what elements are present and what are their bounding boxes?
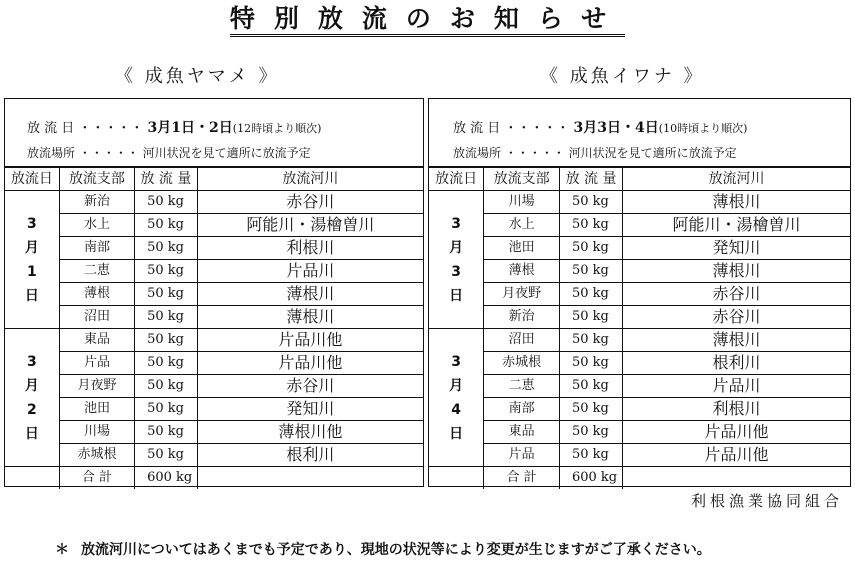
release-day-char: 3 <box>451 215 461 232</box>
release-day-char: 2 <box>27 401 37 418</box>
organization-name: 利根漁業協同組合 <box>690 492 843 510</box>
release-day-char: 日 <box>449 425 464 442</box>
branch-cell: 池田 <box>484 237 560 260</box>
branch-cell: 水上 <box>59 214 134 237</box>
amount-cell: 50 kg <box>559 214 622 237</box>
release-table <box>429 167 850 489</box>
release-info <box>5 99 423 167</box>
release-day-char: 1 <box>27 263 37 280</box>
total-amount: 600 kg <box>135 467 198 490</box>
river-cell: 利根川 <box>623 398 850 421</box>
amount-cell: 50 kg <box>135 214 198 237</box>
amount-cell: 50 kg <box>559 237 622 260</box>
release-date-value: 3月3日・4日 <box>573 120 659 136</box>
river-cell: 阿能川・湯檜曽川 <box>197 214 423 237</box>
total-river-empty <box>197 467 423 490</box>
river-cell: 薄根川 <box>623 329 850 352</box>
page-title-text: 特別放流のお知らせ <box>230 4 625 37</box>
branch-cell: 川場 <box>59 421 134 444</box>
amount-cell: 50 kg <box>135 352 198 375</box>
river-cell: 片品川他 <box>623 444 850 467</box>
river-cell: 片品川他 <box>197 352 423 375</box>
river-cell: 片品川 <box>623 375 850 398</box>
amount-cell: 50 kg <box>135 260 198 283</box>
branch-cell: 薄根 <box>484 260 560 283</box>
header-branch: 放流支部 <box>484 168 560 191</box>
table-row <box>429 306 850 329</box>
branch-cell: 川場 <box>484 191 560 214</box>
total-empty-cell <box>429 467 484 490</box>
release-date-label: 放 流 日 ・・・・・ <box>453 121 570 136</box>
release-place-text: 河川状況を見て適所に放流予定 <box>142 146 311 160</box>
footnote-text: 放流河川についてはあくまでも予定であり、現地の状況等により変更が生じますがご了承ください。 <box>81 542 711 558</box>
table-row <box>429 329 850 352</box>
branch-cell: 東品 <box>484 421 560 444</box>
amount-cell: 50 kg <box>135 329 198 352</box>
river-cell: 赤谷川 <box>197 191 423 214</box>
branch-cell: 赤城根 <box>484 352 560 375</box>
river-cell: 発知川 <box>197 398 423 421</box>
table-row <box>5 214 423 237</box>
total-row <box>5 467 423 490</box>
amount-cell: 50 kg <box>559 260 622 283</box>
amount-cell: 50 kg <box>135 237 198 260</box>
table-row <box>5 421 423 444</box>
river-cell: 根利川 <box>623 352 850 375</box>
table-row <box>429 352 850 375</box>
amount-cell: 50 kg <box>559 444 622 467</box>
amount-cell: 50 kg <box>559 421 622 444</box>
table-row <box>429 375 850 398</box>
river-cell: 薄根川 <box>197 306 423 329</box>
table-row <box>5 375 423 398</box>
amount-cell: 50 kg <box>135 444 198 467</box>
table-row <box>429 237 850 260</box>
table-row <box>429 444 850 467</box>
release-day-char: 3 <box>27 353 37 370</box>
river-cell: 薄根川 <box>197 283 423 306</box>
page-title <box>0 2 855 36</box>
river-cell: 発知川 <box>623 237 850 260</box>
amount-cell: 50 kg <box>135 191 198 214</box>
table-row <box>5 260 423 283</box>
header-date: 放流日 <box>5 168 59 191</box>
branch-cell: 沼田 <box>59 306 134 329</box>
amount-cell: 50 kg <box>135 283 198 306</box>
amount-cell: 50 kg <box>559 352 622 375</box>
branch-cell: 新治 <box>59 191 134 214</box>
release-day-cell <box>429 191 484 329</box>
total-amount: 600 kg <box>559 467 622 490</box>
table-row <box>5 191 423 214</box>
branch-cell: 二恵 <box>484 375 560 398</box>
branch-cell: 月夜野 <box>59 375 134 398</box>
branch-cell: 月夜野 <box>484 283 560 306</box>
release-day-char: 月 <box>24 377 39 394</box>
release-day-char: 月 <box>449 239 464 256</box>
release-date-line <box>453 117 747 137</box>
amount-cell: 50 kg <box>559 283 622 306</box>
header-branch: 放流支部 <box>59 168 134 191</box>
branch-cell: 薄根 <box>59 283 134 306</box>
total-label: 合 計 <box>59 467 134 490</box>
release-date-value: 3月1日・2日 <box>147 120 233 136</box>
header-date: 放流日 <box>429 168 484 191</box>
header-amount: 放 流 量 <box>559 168 622 191</box>
release-day-char: 3 <box>451 353 461 370</box>
total-river-empty <box>623 467 850 490</box>
release-table <box>5 167 423 489</box>
river-cell: 薄根川他 <box>197 421 423 444</box>
panel-iwana <box>428 98 851 487</box>
branch-cell: 水上 <box>484 214 560 237</box>
release-day-cell <box>5 329 59 467</box>
release-place-line <box>27 144 311 161</box>
table-row <box>5 352 423 375</box>
river-cell: 赤谷川 <box>197 375 423 398</box>
branch-cell: 南部 <box>59 237 134 260</box>
release-time-note: (10時頃より順次) <box>658 122 748 135</box>
branch-cell: 東品 <box>59 329 134 352</box>
header-river: 放流河川 <box>623 168 850 191</box>
fish-heading-yamame: 《 成魚ヤマメ 》 <box>115 66 280 87</box>
branch-cell: 片品 <box>59 352 134 375</box>
river-cell: 阿能川・湯檜曽川 <box>623 214 850 237</box>
river-cell: 赤谷川 <box>623 283 850 306</box>
river-cell: 片品川 <box>197 260 423 283</box>
table-row <box>429 191 850 214</box>
release-place-text: 河川状況を見て適所に放流予定 <box>568 146 737 160</box>
release-day-char: 日 <box>24 287 39 304</box>
fish-heading-iwana: 《 成魚イワナ 》 <box>540 66 705 87</box>
amount-cell: 50 kg <box>559 329 622 352</box>
amount-cell: 50 kg <box>135 375 198 398</box>
release-date-line <box>27 117 321 137</box>
release-day-cell <box>5 191 59 329</box>
amount-cell: 50 kg <box>559 191 622 214</box>
release-day-char: 4 <box>451 401 461 418</box>
release-date-label: 放 流 日 ・・・・・ <box>27 121 144 136</box>
header-amount: 放 流 量 <box>135 168 198 191</box>
river-cell: 根利川 <box>197 444 423 467</box>
release-place-label: 放流場所 ・・・・・ <box>27 146 139 160</box>
release-day-char: 月 <box>24 239 39 256</box>
release-place-label: 放流場所 ・・・・・ <box>453 146 565 160</box>
release-day-char: 3 <box>27 215 37 232</box>
amount-cell: 50 kg <box>559 398 622 421</box>
amount-cell: 50 kg <box>559 375 622 398</box>
river-cell: 片品川他 <box>623 421 850 444</box>
branch-cell: 池田 <box>59 398 134 421</box>
table-row <box>429 421 850 444</box>
table-row <box>5 398 423 421</box>
branch-cell: 赤城根 <box>59 444 134 467</box>
total-row <box>429 467 850 490</box>
release-day-char: 月 <box>449 377 464 394</box>
river-cell: 薄根川 <box>623 191 850 214</box>
branch-cell: 沼田 <box>484 329 560 352</box>
header-row <box>5 168 423 191</box>
table-row <box>429 283 850 306</box>
branch-cell: 片品 <box>484 444 560 467</box>
release-day-char: 日 <box>449 287 464 304</box>
table-row <box>5 444 423 467</box>
panel-yamame <box>4 98 424 487</box>
release-day-cell <box>429 329 484 467</box>
river-cell: 赤谷川 <box>623 306 850 329</box>
release-time-note: (12時頃より順次) <box>232 122 322 135</box>
table-row <box>429 214 850 237</box>
table-row <box>5 237 423 260</box>
branch-cell: 二恵 <box>59 260 134 283</box>
header-river: 放流河川 <box>197 168 423 191</box>
total-label: 合 計 <box>484 467 560 490</box>
table-row <box>5 306 423 329</box>
amount-cell: 50 kg <box>559 306 622 329</box>
release-day-char: 3 <box>451 263 461 280</box>
header-row <box>429 168 850 191</box>
release-place-line <box>453 144 737 161</box>
release-info <box>429 99 850 167</box>
table-row <box>429 260 850 283</box>
river-cell: 片品川他 <box>197 329 423 352</box>
release-day-char: 日 <box>24 425 39 442</box>
amount-cell: 50 kg <box>135 421 198 444</box>
amount-cell: 50 kg <box>135 398 198 421</box>
branch-cell: 新治 <box>484 306 560 329</box>
total-empty-cell <box>5 467 59 490</box>
footnote <box>55 539 711 561</box>
amount-cell: 50 kg <box>135 306 198 329</box>
table-row <box>5 329 423 352</box>
river-cell: 薄根川 <box>623 260 850 283</box>
table-row <box>429 398 850 421</box>
table-row <box>5 283 423 306</box>
river-cell: 利根川 <box>197 237 423 260</box>
footnote-mark: ＊ <box>55 542 69 558</box>
branch-cell: 南部 <box>484 398 560 421</box>
